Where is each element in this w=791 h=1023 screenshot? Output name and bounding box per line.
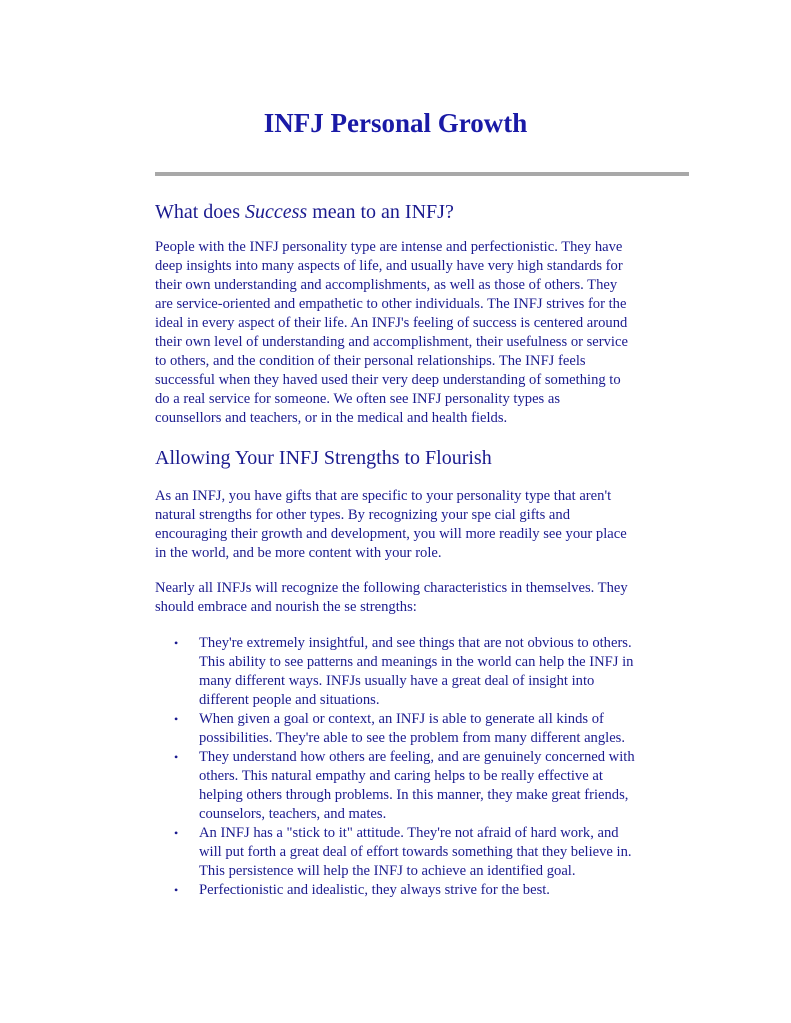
list-item-line: This ability to see patterns and meanings in the world can help the INFJ in [199,654,634,670]
paragraph-line: do a real service for someone. We often see INFJ personality types as [155,391,561,407]
strengths-list [155,634,715,900]
heading-text-emphasis: Success [244,201,308,223]
list-item-line: helping others through problems. In this manner, they make great friends, [199,787,629,803]
strengths-intro-paragraph [155,487,695,563]
list-item [155,824,715,881]
list-item [155,710,715,748]
list-item-line: Perfectionistic and idealistic, they always strive for the best. [199,882,550,898]
paragraph-line: to others, and the condition of their personal relationships. The INFJ feels [155,353,586,369]
paragraph-line: successful when they haved used their very deep understanding of something to [155,372,621,388]
list-item-line: They're extremely insightful, and see things that are not obvious to others. [199,635,632,651]
paragraph-line: counsellors and teachers, or in the medical and health fields. [155,410,508,426]
paragraph-line: encouraging their growth and development, you will more readily see your place [155,526,627,542]
bullet-marker: • [174,636,179,650]
list-item-line: An INFJ has a "stick to it" attitude. They're not afraid of hard work, and [199,825,619,841]
list-item [155,748,715,824]
section-heading-strengths: Allowing Your INFJ Strengths to Flourish [155,447,492,469]
heading-text-pre: What does [155,201,245,223]
list-item-line: This persistence will help the INFJ to achieve an identified goal. [199,863,576,879]
list-item-line: counselors, teachers, and mates. [199,806,387,822]
paragraph-line: deep insights into many aspects of life, and usually have very high standards for [155,258,623,274]
paragraph-line: ideal in every aspect of their life. An INFJ's feeling of success is centered around [155,315,628,331]
bullet-marker: • [174,826,179,840]
success-paragraph [155,238,695,428]
title-divider [155,172,689,176]
heading-text-post: mean to an INFJ? [307,201,454,223]
page-title: INFJ Personal Growth [263,108,528,138]
list-item [155,634,715,710]
paragraph-line: As an INFJ, you have gifts that are specific to your personality type that aren't [155,488,612,504]
bullet-marker: • [174,712,179,726]
paragraph-line: their own level of understanding and accomplishment, their usefulness or service [155,334,628,350]
list-item-line: possibilities. They're able to see the problem from many different angles. [199,730,626,746]
paragraph-line: in the world, and be more content with your role. [155,545,442,561]
list-item-line: will put forth a great deal of effort towards something that they believe in. [199,844,632,860]
paragraph-line: natural strengths for other types. By recognizing your spe cial gifts and [155,507,571,523]
section-heading-success [155,200,454,224]
strengths-lead-paragraph [155,579,695,617]
paragraph-line: Nearly all INFJs will recognize the following characteristics in themselves. They [155,580,628,596]
list-item-line: different people and situations. [199,692,380,708]
list-item-line: They understand how others are feeling, and are genuinely concerned with [199,749,635,765]
list-item-line: When given a goal or context, an INFJ is able to generate all kinds of [199,711,604,727]
list-item-line: others. This natural empathy and caring helps to be really effective at [199,768,603,784]
list-item-line: many different ways. INFJs usually have a great deal of insight into [199,673,595,689]
bullet-marker: • [174,883,179,897]
list-item [155,881,715,900]
paragraph-line: should embrace and nourish the se strengths: [155,599,417,615]
bullet-marker: • [174,750,179,764]
paragraph-line: their own understanding and accomplishments, as well as those of others. They [155,277,618,293]
paragraph-line: People with the INFJ personality type are intense and perfectionistic. They have [155,239,623,255]
paragraph-line: are service-oriented and empathetic to other individuals. The INFJ strives for the [155,296,627,312]
